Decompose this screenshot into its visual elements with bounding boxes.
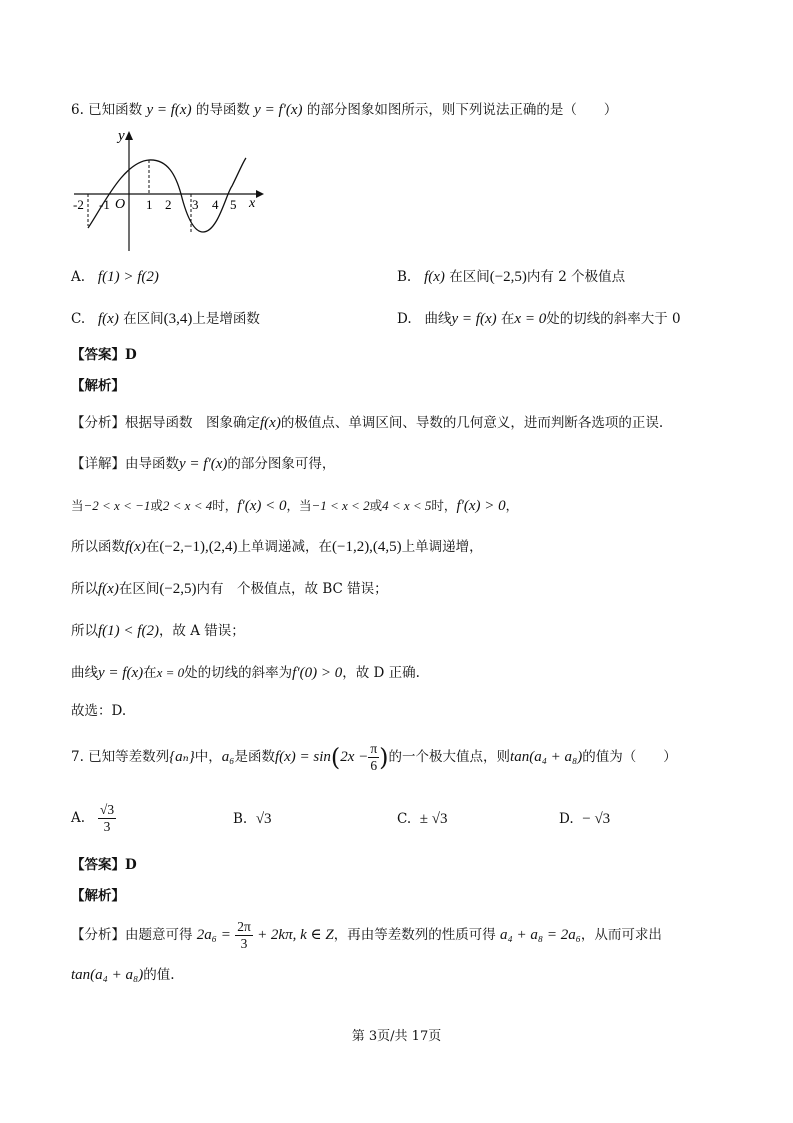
q7-option-d[interactable]: D. − √3	[559, 811, 611, 827]
q7-stem: 7. 已知等差数列{aₙ}中，a₆是函数f(x) = sin(2x − $\frac{\pi}{6}$ )的一个极大值点，则tan(a₄ + a₈)的值为（ ）	[71, 741, 677, 773]
q6-option-b[interactable]: B. f(x) 在区间(−2,5)内有 2 个极值点	[397, 269, 626, 285]
tick-label: 2	[165, 197, 172, 212]
q6-detail-line3: 所以f(x)在区间(−2,5)内有 个极值点，故 BC 错误；	[71, 581, 388, 597]
tick-label: 4	[212, 197, 219, 212]
q6-option-c[interactable]: C. f(x) 在区间(3,4)上是增函数	[71, 311, 260, 327]
x-axis-arrow	[256, 190, 264, 198]
q6-stem: 6. 已知函数 y = f(x) 的导函数 y = f′(x) 的部分图象如图所示，则下列说法正确的是（ ）	[71, 102, 618, 118]
axis-y-label: y	[118, 128, 125, 144]
q6-detail-line2: 所以函数f(x)在(−2,−1),(2,4)上单调递减，在(−1,2),(4,5)上单调递增，	[71, 539, 483, 555]
q7-option-b[interactable]: B. √3	[233, 811, 272, 827]
derivative-graph	[68, 126, 268, 256]
tick-label: 1	[146, 197, 153, 212]
fraction: $\frac{\pi}{6}$	[370, 741, 378, 773]
y-axis-arrow	[125, 131, 133, 140]
q6-analysis: 【分析】根据导函数 图象确定f(x)的极值点、单调区间、导数的几何意义，进而判断各选项的正误.	[71, 415, 664, 431]
fraction: $\frac{2\pi}{3}$	[237, 919, 251, 951]
q6-detail-line1: 当−2 < x < −1或2 < x < 4时，f′(x) < 0，当−1 < x < 2或4 < x < 5时，f′(x) > 0，	[71, 498, 519, 514]
q6-option-d[interactable]: D. 曲线y = f(x) 在x = 0处的切线的斜率大于 0	[397, 311, 681, 327]
q6-detail-line4: 所以f(1) < f(2)，故 A 错误；	[71, 623, 245, 639]
q7-analysis-cont: tan(a₄ + a₈)的值.	[71, 967, 175, 983]
q6-detail-line5: 曲线y = f(x)在x = 0处的切线的斜率为f′(0) > 0，故 D 正确.	[71, 665, 420, 681]
q6-detail: 【详解】由导函数y = f′(x)的部分图象可得，	[71, 456, 336, 472]
tick-label: -1	[99, 197, 110, 212]
q7-answer: 【答案】D	[71, 857, 137, 873]
axis-x-label: x	[249, 196, 256, 211]
fraction: $\frac{√3}{3}$	[99, 802, 115, 834]
q7-option-c[interactable]: C. ± √3	[397, 811, 448, 827]
origin-label: O	[115, 197, 126, 212]
q6-answer: 【答案】D	[71, 347, 137, 363]
derivative-curve	[88, 158, 246, 232]
tick-label: 3	[192, 197, 199, 212]
math: y = f′(x)	[254, 102, 303, 118]
q6-jiexi: 【解析】	[71, 378, 125, 394]
q7-analysis: 【分析】由题意可得 2a₆ = $\frac{2\pi}{3}$ + 2kπ, k ∈ Z，再由等差数列的性质可得 a₄ + a₈ = 2a₆，从而可求出	[71, 919, 662, 951]
q7-option-a[interactable]: A. $\frac{√3}{3}$	[71, 802, 115, 834]
tick-label: 5	[230, 197, 237, 212]
q6-choose: 故选：D.	[71, 703, 127, 719]
q7-jiexi: 【解析】	[71, 888, 125, 904]
tick-label: -2	[73, 197, 84, 212]
math: y = f(x)	[146, 102, 192, 118]
q6-option-a[interactable]: A. f(1) > f(2)	[71, 269, 159, 285]
page-footer: 第 3页/共 17页	[351, 1029, 442, 1044]
